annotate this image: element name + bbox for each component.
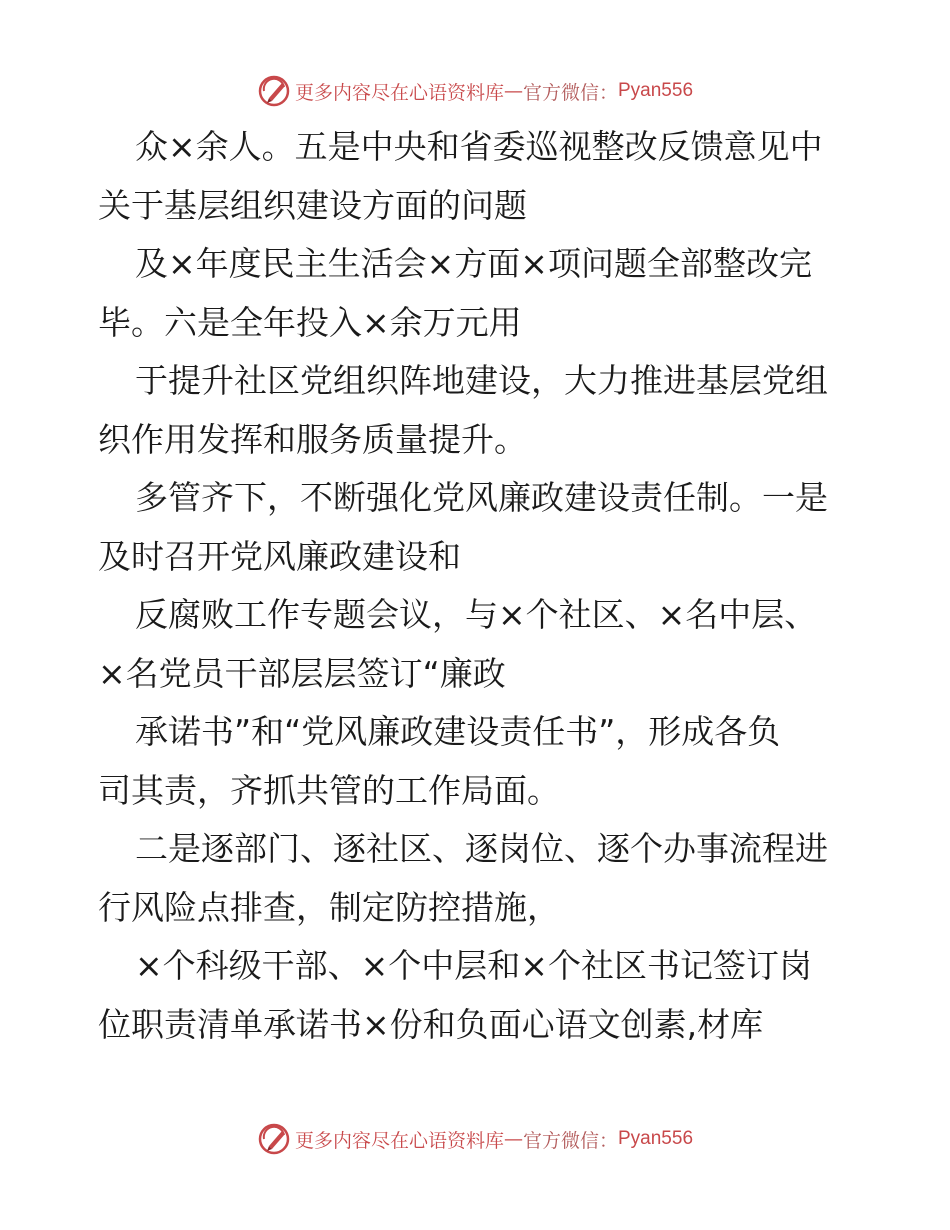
watermark-dash: — [503, 80, 523, 102]
text-line: 司其责，齐抓共管的工作局面。 [98, 770, 560, 810]
header-watermark [0, 71, 950, 111]
text-line: 位职责清单承诺书×份和负面心语文创素,材库 [98, 1004, 764, 1044]
watermark-official-label: 官方微信： [522, 81, 618, 104]
text-line: 承诺书”和“党风廉政建设责任书”，形成各负 [135, 712, 781, 751]
text-line: ×名党员干部层层签订“廉政 [98, 653, 506, 693]
document-body [98, 118, 858, 1054]
text-line: 行风险点排查，制定防控措施， [98, 887, 560, 927]
footer-watermark [0, 1119, 950, 1159]
text-line: 织作用发挥和服务质量提升。 [98, 419, 527, 459]
text-line: 众×余人。五是中央和省委巡视整改反馈意见中 [135, 127, 823, 166]
pen-logo-icon [257, 1122, 291, 1156]
text-line: 二是逐部门、逐社区、逐岗位、逐个办事流程进 [135, 829, 828, 868]
watermark-dash: — [503, 1128, 523, 1150]
text-line: 多管齐下，不断强化党风廉政建设责任制。一是 [135, 478, 828, 517]
watermark-main-text: 更多内容尽在心语资料库 [294, 1129, 504, 1152]
pen-logo-icon [257, 74, 291, 108]
text-line: 反腐败工作专题会议，与×个社区、×名中层、 [135, 595, 818, 634]
watermark-official-label: 官方微信： [522, 1129, 618, 1152]
text-line: 毕。六是全年投入×余万元用 [98, 302, 522, 342]
watermark-main-text: 更多内容尽在心语资料库 [294, 81, 504, 104]
text-line: 及×年度民主生活会×方面×项问题全部整改完 [135, 244, 812, 283]
text-line: 于提升社区党组织阵地建设，大力推进基层党组 [135, 361, 828, 400]
watermark-wechat-id: Pyan556 [618, 1128, 694, 1149]
text-line: 及时召开党风廉政建设和 [98, 536, 461, 576]
text-line: 关于基层组织建设方面的问题 [98, 185, 527, 225]
watermark-wechat-id: Pyan556 [618, 80, 694, 101]
text-line: ×个科级干部、×个中层和×个社区书记签订岗 [135, 946, 812, 985]
